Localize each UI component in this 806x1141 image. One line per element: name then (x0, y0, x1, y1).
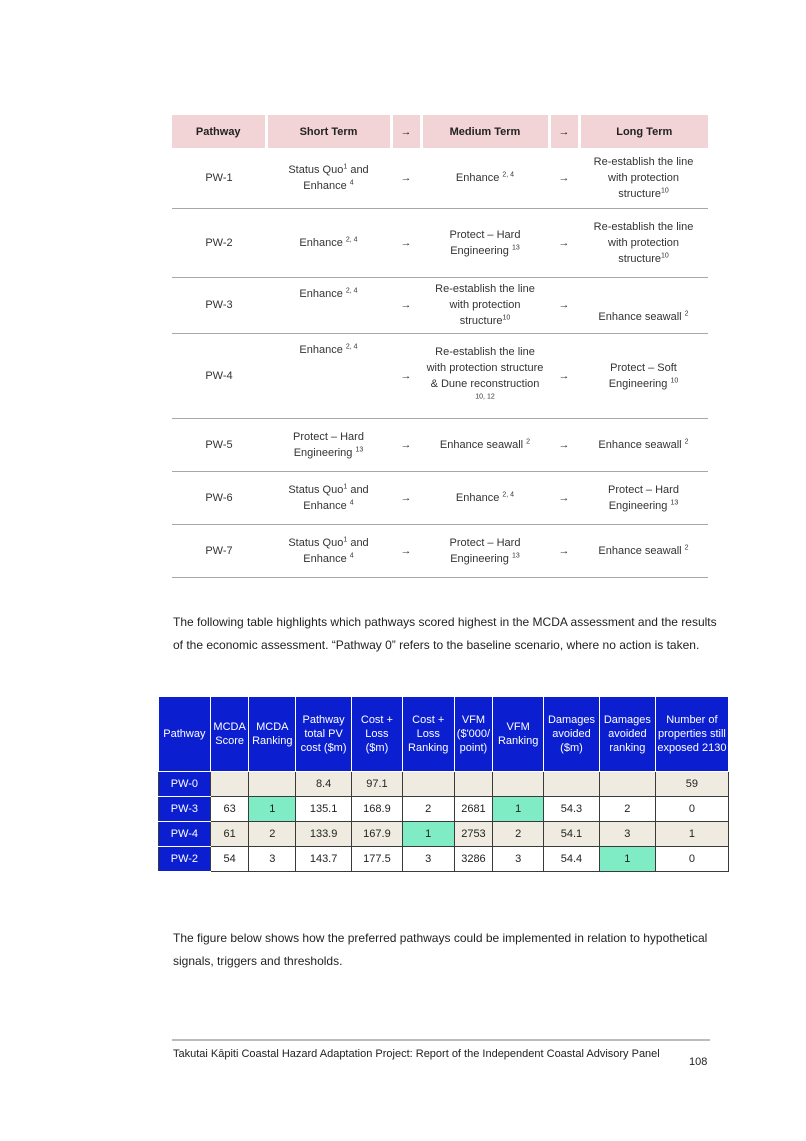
medium-term-cell (421, 333, 549, 418)
pathway-id: PW-4 (172, 333, 266, 418)
mcda-header-cell: MCDA Score (210, 697, 249, 772)
mcda-header-cell: Pathway total PV cost ($m) (296, 697, 352, 772)
footnote-ref: 2, 4 (345, 342, 358, 350)
arrow-cell: → (391, 471, 421, 524)
mcda-row-pathway: PW-0 (159, 772, 211, 797)
arrow-cell: → (549, 277, 579, 333)
arrow-cell: → (549, 148, 579, 208)
mcda-cell: 1 (402, 822, 454, 847)
mcda-row (159, 822, 729, 847)
arrow-cell: → (549, 418, 579, 471)
footnote-ref: 10, 12 (475, 392, 495, 400)
cell-text: and Enhance (303, 163, 369, 192)
short-term-cell (266, 277, 391, 333)
mcda-header-cell: MCDA Ranking (249, 697, 296, 772)
pathway-row (172, 333, 708, 418)
long-term-cell (579, 208, 708, 277)
short-term-cell (266, 208, 391, 277)
mcda-cell: 2681 (454, 797, 493, 822)
mcda-cell: 0 (655, 847, 728, 872)
footnote-ref: 1 (343, 163, 348, 171)
cell-text: Protect – Hard Engineering (608, 483, 679, 512)
pathway-row (172, 208, 708, 277)
medium-term-cell (421, 148, 549, 208)
cell-text: Protect – Soft Engineering (608, 361, 677, 390)
mcda-cell: 133.9 (296, 822, 352, 847)
cell-text: and Enhance (303, 536, 369, 565)
mcda-cell: 1 (599, 847, 655, 872)
footnote-ref: 2, 4 (345, 235, 358, 243)
mcda-header-cell: Damages avoided ($m) (544, 697, 600, 772)
cell-text: Enhance (299, 236, 346, 249)
cell-text: Enhance (299, 287, 346, 300)
mcda-cell: 3286 (454, 847, 493, 872)
pathway-id: PW-2 (172, 208, 266, 277)
cell-text: Status Quo (288, 163, 344, 176)
mcda-cell: 167.9 (352, 822, 403, 847)
pathway-id: PW-1 (172, 148, 266, 208)
footnote-ref: 10 (670, 376, 679, 384)
footnote-ref: 2, 4 (345, 286, 358, 294)
footnote-ref: 1 (343, 482, 348, 490)
cell-text: Enhance (299, 343, 346, 356)
mcda-cell: 3 (402, 847, 454, 872)
cell-text: Enhance (455, 491, 503, 504)
short-term-cell (266, 418, 391, 471)
long-term-cell (579, 418, 708, 471)
footnote-ref: 10 (661, 251, 669, 259)
mcda-cell: 54.3 (544, 797, 600, 822)
medium-term-cell (421, 471, 549, 524)
medium-term-cell (421, 418, 549, 471)
long-term-cell (579, 471, 708, 524)
cell-text: Enhance seawall (598, 310, 685, 323)
pathway-id: PW-3 (172, 277, 266, 333)
arrow-cell: → (391, 524, 421, 577)
cell-text: Protect – Hard Engineering (293, 430, 364, 459)
arrow-cell: → (549, 524, 579, 577)
cell-text: Re-establish the line with protection structure (593, 155, 694, 200)
mcda-cell: 1 (249, 797, 296, 822)
mcda-header-cell: Cost + Loss ($m) (352, 697, 403, 772)
cell-text: Re-establish the line with protection structure (593, 220, 694, 265)
cell-text: Status Quo (288, 536, 344, 549)
mcda-row-pathway: PW-4 (159, 822, 211, 847)
arrow-cell: → (391, 208, 421, 277)
medium-term-cell (421, 277, 549, 333)
arrow-cell: → (391, 277, 421, 333)
pathway-row (172, 524, 708, 577)
cell-text: Enhance seawall (598, 438, 685, 451)
mcda-cell: 1 (655, 822, 728, 847)
intro-paragraph: The following table highlights which pathways scored highest in the MCDA assessment and the results of the economic assessment. “Pathway 0” refers to the baseline scenario, where no action is taken. (173, 615, 717, 652)
mcda-cell: 143.7 (296, 847, 352, 872)
long-term-cell (579, 333, 708, 418)
mcda-cell: 63 (210, 797, 249, 822)
footnote-ref: 13 (511, 551, 520, 559)
mcda-cell: 0 (655, 797, 728, 822)
header-arrow-2: → (549, 115, 579, 148)
mcda-row (159, 847, 729, 872)
mcda-cell: 61 (210, 822, 249, 847)
mcda-cell: 2753 (454, 822, 493, 847)
mcda-cell: 3 (493, 847, 544, 872)
pathway-table (172, 115, 708, 578)
mcda-cell: 2 (599, 797, 655, 822)
mcda-cell (454, 772, 493, 797)
cell-text: Status Quo (288, 483, 344, 496)
mcda-header-cell: Damages avoided ranking (599, 697, 655, 772)
arrow-cell: → (391, 333, 421, 418)
mcda-header-cell: Cost + Loss Ranking (402, 697, 454, 772)
footnote-ref: 4 (349, 179, 354, 187)
mcda-cell: 2 (402, 797, 454, 822)
footnote-ref: 2 (684, 309, 689, 317)
mcda-cell: 3 (599, 822, 655, 847)
cell-text: Enhance (455, 171, 503, 184)
pathway-row (172, 471, 708, 524)
mcda-cell: 54 (210, 847, 249, 872)
arrow-cell: → (549, 471, 579, 524)
pathway-row (172, 277, 708, 333)
footer-title: Takutai Kāpiti Coastal Hazard Adaptation Project: Report of the Independent Coastal Advisory Panel (173, 1048, 660, 1060)
long-term-cell (579, 148, 708, 208)
pathway-id: PW-5 (172, 418, 266, 471)
mcda-cell: 168.9 (352, 797, 403, 822)
arrow-cell: → (549, 333, 579, 418)
mcda-results-table (158, 696, 729, 872)
cell-text: Re-establish the line with protection structure & Dune reconstruction (426, 345, 544, 390)
mcda-cell: 177.5 (352, 847, 403, 872)
mcda-header-cell: VFM Ranking (493, 697, 544, 772)
pathway-table-header (172, 115, 708, 148)
mcda-cell: 59 (655, 772, 728, 797)
mcda-table-header (159, 697, 729, 772)
mcda-row (159, 797, 729, 822)
mcda-header-cell: VFM ($'000/ point) (454, 697, 493, 772)
mcda-row-pathway: PW-2 (159, 847, 211, 872)
page-number: 108 (689, 1056, 708, 1068)
footnote-ref: 4 (349, 498, 354, 506)
mcda-cell (402, 772, 454, 797)
mcda-row (159, 772, 729, 797)
short-term-cell (266, 524, 391, 577)
mcda-cell (210, 772, 249, 797)
figure-intro-paragraph: The figure below shows how the preferred pathways could be implemented in relation to hypothetical signals, triggers and thresholds. (173, 931, 708, 968)
cell-text: Re-establish the line with protection structure (435, 283, 535, 327)
mcda-cell: 54.4 (544, 847, 600, 872)
cell-text: and Enhance (303, 483, 369, 512)
short-term-cell (266, 148, 391, 208)
mcda-cell (544, 772, 600, 797)
mcda-cell (493, 772, 544, 797)
pathway-id: PW-6 (172, 471, 266, 524)
mcda-cell: 2 (493, 822, 544, 847)
header-medium-term: Medium Term (421, 115, 549, 148)
header-arrow-1: → (391, 115, 421, 148)
long-term-cell (579, 524, 708, 577)
cell-text: Protect – Hard Engineering (449, 536, 521, 565)
mcda-header-cell: Number of properties still exposed 2130 (655, 697, 728, 772)
medium-term-cell (421, 524, 549, 577)
footnote-ref: 2 (684, 543, 689, 551)
footnote-ref: 4 (349, 551, 354, 559)
pathway-row (172, 418, 708, 471)
short-term-cell (266, 333, 391, 418)
mcda-cell (249, 772, 296, 797)
footnote-ref: 10 (661, 187, 669, 195)
cell-text: Enhance seawall (598, 544, 685, 557)
arrow-cell: → (549, 208, 579, 277)
footnote-ref: 13 (670, 498, 679, 506)
mcda-cell: 135.1 (296, 797, 352, 822)
mcda-row-pathway: PW-3 (159, 797, 211, 822)
arrow-cell: → (391, 418, 421, 471)
mcda-cell: 54.1 (544, 822, 600, 847)
arrow-cell: → (391, 148, 421, 208)
long-term-cell (579, 277, 708, 333)
footnote-ref: 2, 4 (502, 171, 515, 179)
mcda-cell: 8.4 (296, 772, 352, 797)
footnote-ref: 1 (343, 535, 348, 543)
mcda-header-cell: Pathway (159, 697, 211, 772)
header-pathway: Pathway (172, 115, 266, 148)
mcda-cell: 3 (249, 847, 296, 872)
cell-text: Enhance seawall (439, 438, 527, 451)
cell-text: Protect – Hard Engineering (449, 228, 521, 257)
mcda-cell: 2 (249, 822, 296, 847)
mcda-cell (599, 772, 655, 797)
header-short-term: Short Term (266, 115, 391, 148)
footnote-ref: 13 (355, 445, 364, 453)
pathway-id: PW-7 (172, 524, 266, 577)
footnote-ref: 13 (511, 243, 520, 251)
footnote-ref: 10 (502, 314, 511, 322)
mcda-cell: 97.1 (352, 772, 403, 797)
footnote-ref: 2 (526, 437, 531, 445)
footer-divider (172, 1039, 710, 1041)
footnote-ref: 2, 4 (502, 490, 515, 498)
medium-term-cell (421, 208, 549, 277)
pathway-row (172, 148, 708, 208)
short-term-cell (266, 471, 391, 524)
header-long-term: Long Term (579, 115, 708, 148)
mcda-cell: 1 (493, 797, 544, 822)
footnote-ref: 2 (684, 437, 689, 445)
